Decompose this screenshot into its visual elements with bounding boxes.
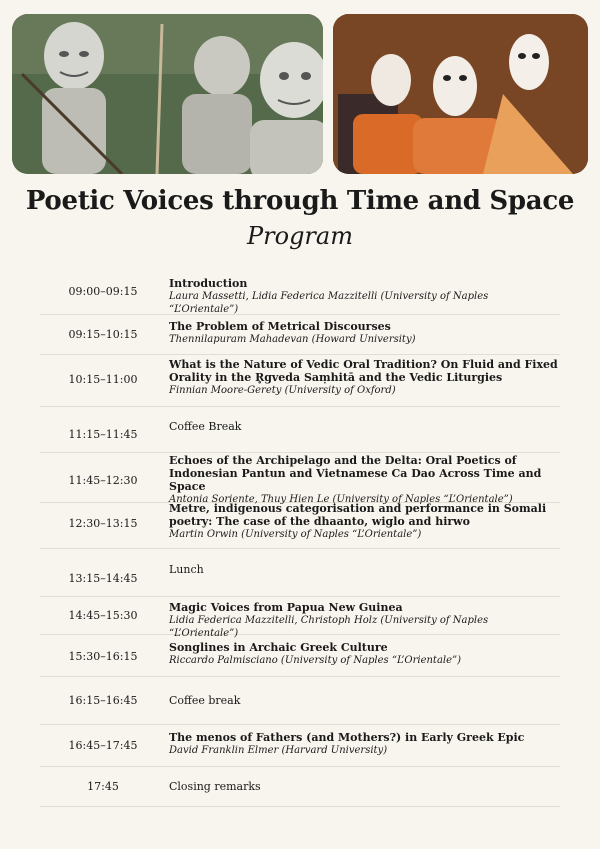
time-slot: 09:00–09:15 (68, 285, 138, 298)
talk-speakers: Riccardo Palmisciano (University of Naples “L’Orientale”) (169, 655, 462, 666)
talk-title: Lunch (169, 563, 204, 576)
page-subtitle: Program (247, 222, 353, 250)
talk-title: Metre, indigenous categorisation and performance in Somali poetry: The case of the dhaanto, wiglo and hirwo (169, 502, 547, 528)
time-slot: 11:15–11:45 (68, 428, 138, 441)
talk-title: Coffee Break (169, 420, 242, 433)
time-slot: 17:45 (87, 780, 119, 793)
talk-title: What is the Nature of Vedic Oral Tradition? On Fluid and Fixed Orality in the R̥gveda Saṃhitā and the Vedic Liturgies (169, 358, 558, 384)
time-slot: 16:45–17:45 (68, 739, 138, 752)
page-title: Poetic Voices through Time and Space (25, 186, 575, 216)
talk-title: Echoes of the Archipelago and the Delta: Oral Poetics of Indonesian Pantun and Vietnamese Ca Dao Across Time and Space (169, 454, 542, 493)
talk-speakers: Antonia Soriente, Thuy Hien Le (University of Naples “L’Orientale”) (169, 494, 513, 505)
talk-speakers: Finnian Moore-Gerety (University of Oxford) (169, 385, 396, 396)
time-slot: 09:15–10:15 (68, 328, 138, 341)
schedule-row (40, 406, 560, 453)
time-slot: 16:15–16:45 (68, 694, 138, 707)
talk-speakers: Lidia Federica Mazzitelli, Christoph Holz (University of Naples “L’Orientale”) (169, 615, 489, 639)
time-slot: 12:30–13:15 (68, 517, 138, 530)
schedule-row (40, 548, 560, 597)
schedule-row (40, 596, 560, 639)
time-slot: 10:15–11:00 (68, 373, 138, 386)
talk-title: Magic Voices from Papua New Guinea (169, 601, 403, 614)
mudmen-photo (12, 14, 323, 174)
schedule-row (40, 452, 560, 503)
talk-speakers: Thennilapuram Mahadevan (Howard University) (169, 334, 416, 345)
talk-speakers: Martin Orwin (University of Naples “L’Orientale”) (169, 529, 422, 540)
talk-speakers: David Franklin Elmer (Harvard University) (169, 745, 388, 756)
schedule-row (40, 354, 560, 407)
talk-title: The Problem of Metrical Discourses (169, 320, 391, 333)
schedule-row (40, 766, 560, 807)
schedule-row (40, 676, 560, 725)
talk-title: Introduction (169, 277, 248, 290)
theatre-masks-photo (333, 14, 588, 174)
talk-title: The menos of Fathers (and Mothers?) in Early Greek Epic (169, 731, 525, 744)
talk-title: Closing remarks (169, 780, 261, 793)
time-slot: 15:30–16:15 (68, 650, 138, 663)
schedule-row (40, 314, 560, 355)
schedule-row (40, 266, 560, 315)
time-slot: 13:15–14:45 (68, 572, 138, 585)
time-slot: 11:45–12:30 (68, 474, 138, 487)
time-slot: 14:45–15:30 (68, 609, 138, 622)
talk-speakers: Laura Massetti, Lidia Federica Mazzitelli (University of Naples “L’Orientale”) (169, 291, 489, 315)
schedule-row (40, 724, 560, 767)
schedule-row (40, 634, 560, 677)
schedule-row (40, 502, 560, 549)
talk-title: Coffee break (169, 694, 241, 707)
talk-title: Songlines in Archaic Greek Culture (169, 641, 388, 654)
